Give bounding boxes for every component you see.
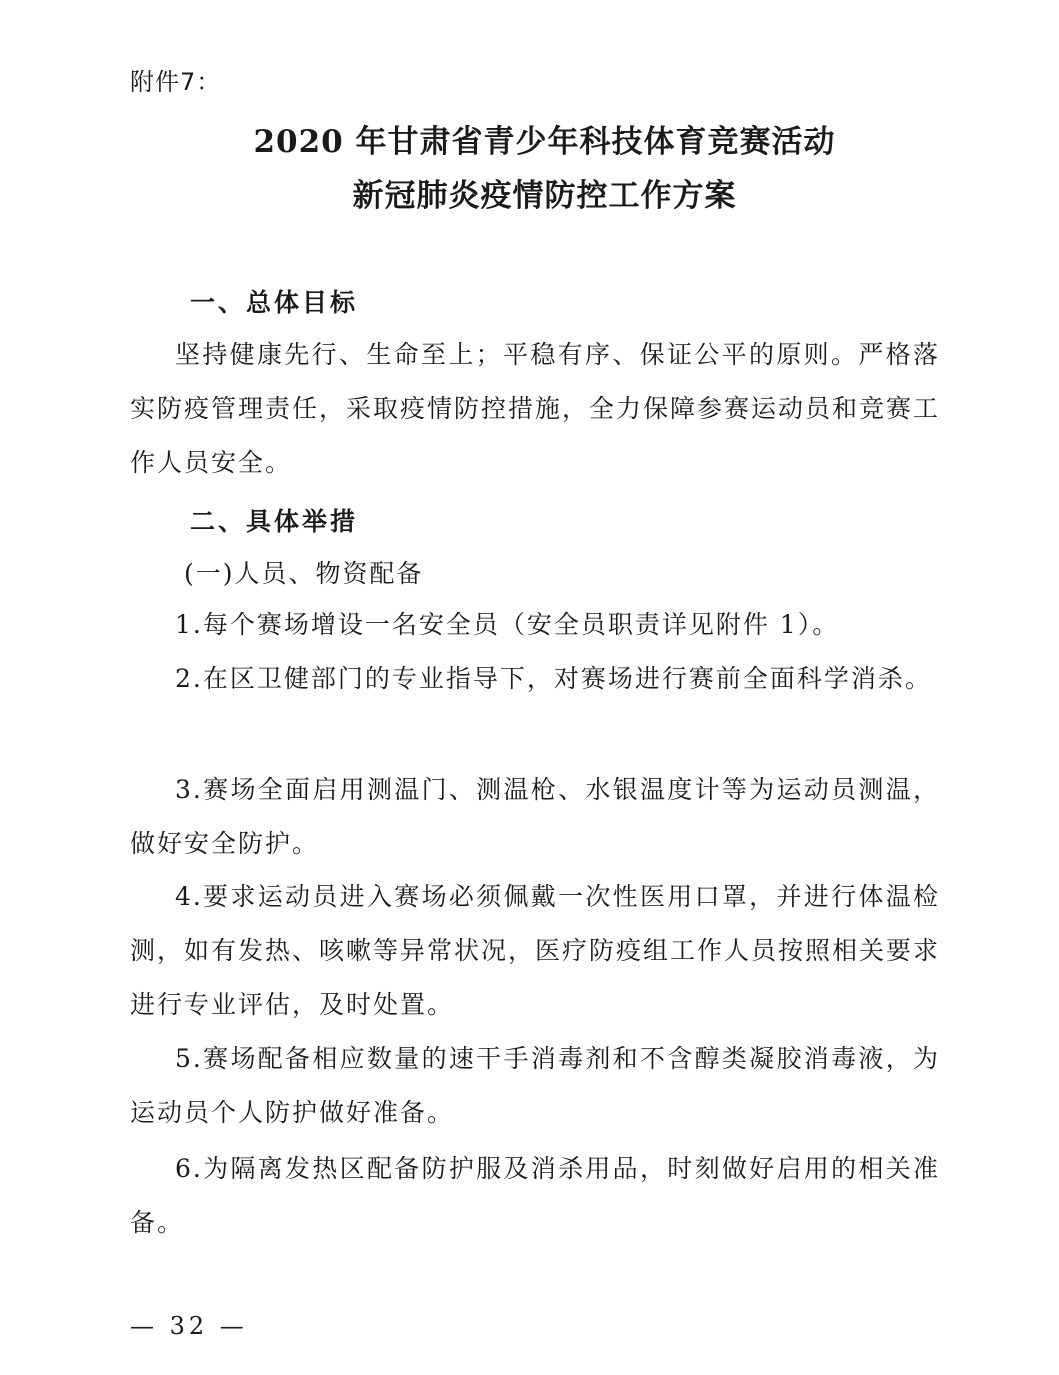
list-item-2: 2.在区卫健部门的专业指导下，对赛场进行赛前全面科学消杀。 [175,664,932,693]
list-item-3: 3.赛场全面启用测温门、测温枪、水银温度计等为运动员测温，做好安全防护。 [130,775,940,858]
document-title-line2: 新冠肺炎疫情防控工作方案 [352,178,737,214]
section1-heading: 一、总体目标 [190,288,359,317]
list-item-1: 1.每个赛场增设一名安全员（安全员职责详见附件 1）。 [175,610,840,639]
list-item-4: 4.要求运动员进入赛场必须佩戴一次性医用口罩，并进行体温检测，如有发热、咳嗽等异常状况，医疗防疫组工作人员按照相关要求进行专业评估，及时处置。 [130,882,941,1019]
section1-paragraph: 坚持健康先行、生命至上；平稳有序、保证公平的原则。严格落实防疫管理责任，采取疫情防控措施，全力保障参赛运动员和竞赛工作人员安全。 [130,340,941,477]
list-item-5: 5.赛场配备相应数量的速干手消毒剂和不含醇类凝胶消毒液，为运动员个人防护做好准备。 [130,1044,940,1127]
document-title-line1: 2020 年甘肃省青少年科技体育竞赛活动 [253,124,836,160]
list-item-6: 6.为隔离发热区配备防护服及消杀用品，时刻做好启用的相关准备。 [130,1154,940,1237]
subsection1-heading: (一)人员、物资配备 [184,559,424,588]
section2-heading: 二、具体举措 [190,507,359,536]
attachment-label: 附件7： [130,68,222,96]
page-number: — 32 — [130,1312,248,1340]
